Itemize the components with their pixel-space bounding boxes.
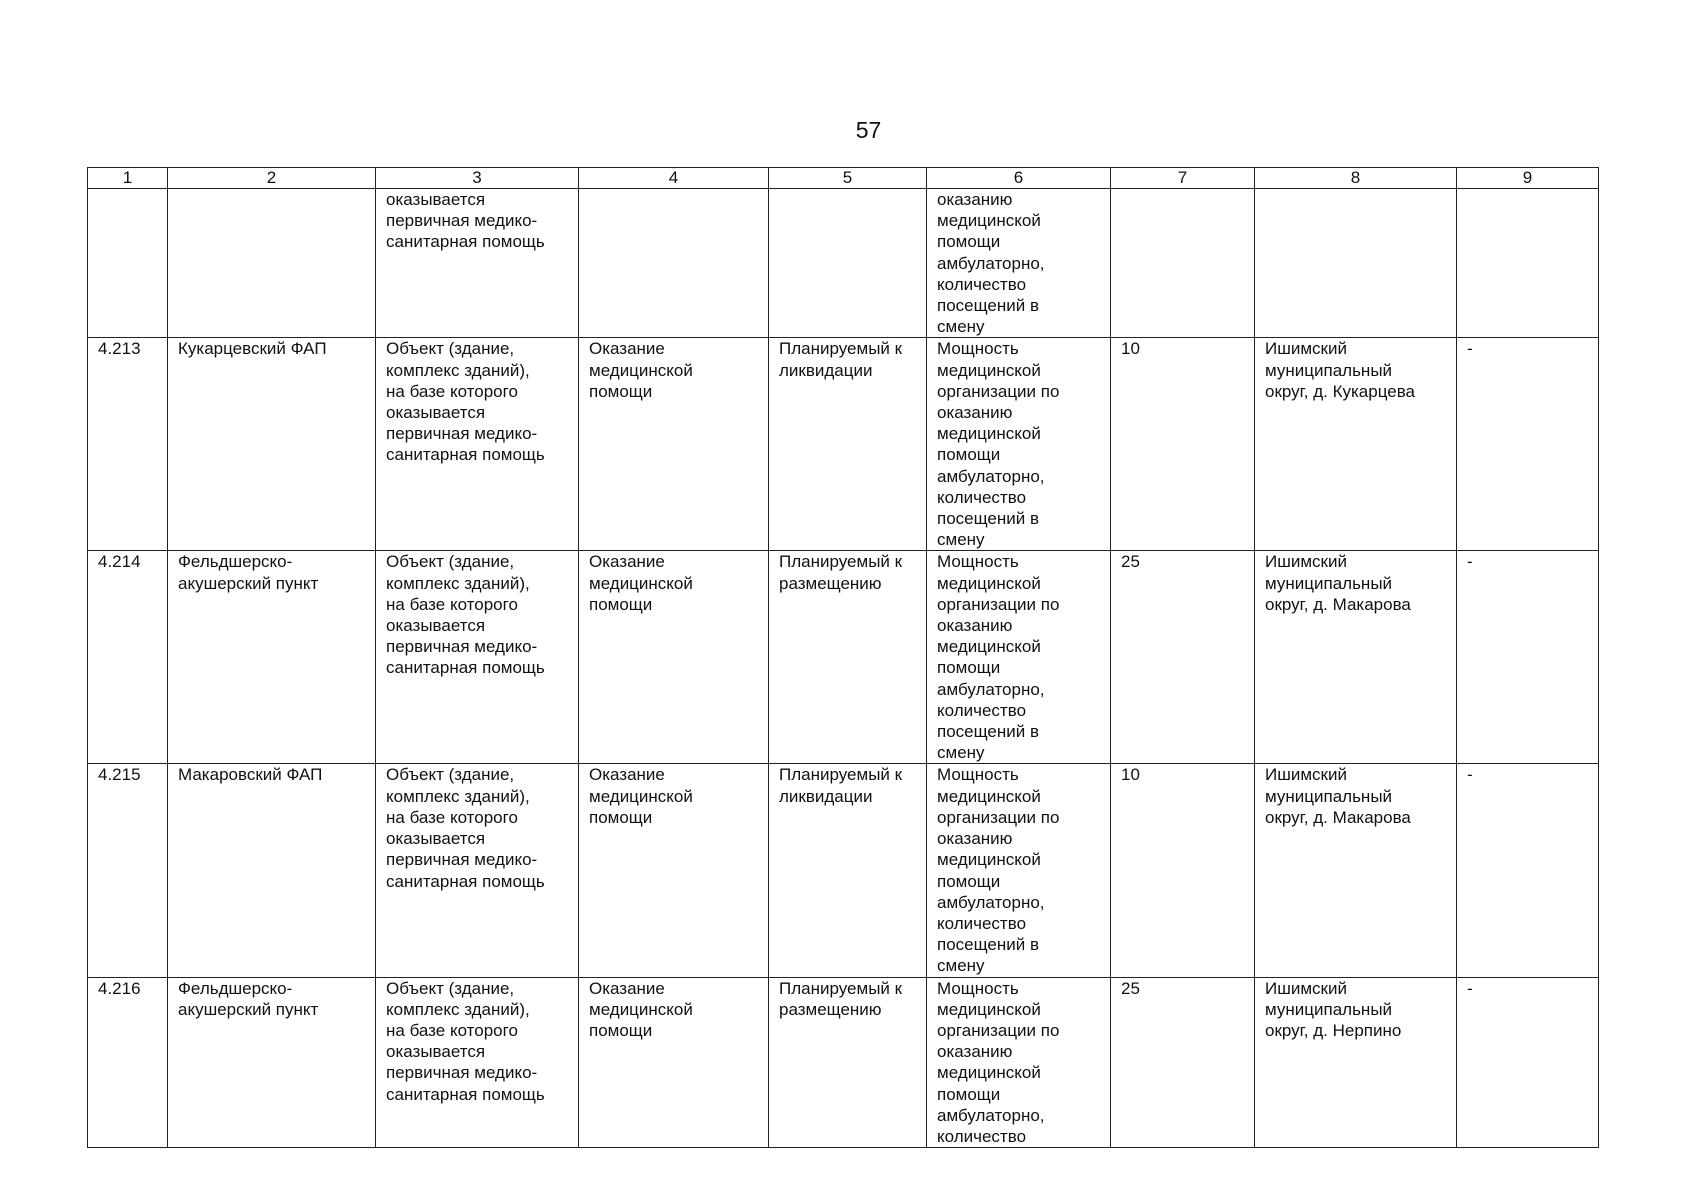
row-number-cell: 4.214 [88, 551, 168, 764]
table-cell: оказывается первичная медико- санитарная помощь [376, 189, 579, 338]
table-cell: Объект (здание, комплекс зданий), на базе которого оказывается первичная медико- санитарная помощь [376, 338, 579, 551]
column-header: 1 [88, 168, 168, 189]
table-cell: Мощность медицинской организации по оказанию медицинской помощи амбулаторно, количество посещений в смену [927, 338, 1111, 551]
column-header: 4 [579, 168, 769, 189]
table-cell [88, 189, 168, 338]
status-cell: Планируемый к размещению [769, 551, 927, 764]
object-name-cell: Кукарцевский ФАП [168, 338, 376, 551]
table-cell: Оказание медицинской помощи [579, 338, 769, 551]
table-cell [168, 189, 376, 338]
status-cell: Планируемый к размещению [769, 977, 927, 1148]
location-cell: Ишимский муниципальный округ, д. Макарова [1255, 764, 1457, 977]
table-cell: - [1457, 338, 1599, 551]
location-cell: Ишимский муниципальный округ, д. Нерпино [1255, 977, 1457, 1148]
table-row [88, 764, 1599, 977]
table-cell [1111, 189, 1255, 338]
objects-table [87, 167, 1599, 1148]
table-cell: Объект (здание, комплекс зданий), на базе которого оказывается первичная медико- санитарная помощь [376, 977, 579, 1148]
location-cell: Ишимский муниципальный округ, д. Макарова [1255, 551, 1457, 764]
table-cell: Мощность медицинской организации по оказанию медицинской помощи амбулаторно, количество посещений в смену [927, 551, 1111, 764]
table-cell: - [1457, 764, 1599, 977]
table-cell [1255, 189, 1457, 338]
object-name-cell: Фельдшерско- акушерский пункт [168, 977, 376, 1148]
table-cell: Мощность медицинской организации по оказанию медицинской помощи амбулаторно, количество посещений в смену [927, 764, 1111, 977]
table-cell: Оказание медицинской помощи [579, 551, 769, 764]
page-number: 57 [855, 117, 882, 143]
table-cell [769, 189, 927, 338]
table-row [88, 977, 1599, 1148]
table-cell [1457, 189, 1599, 338]
capacity-cell: 25 [1111, 551, 1255, 764]
table-row [88, 551, 1599, 764]
status-cell: Планируемый к ликвидации [769, 338, 927, 551]
object-name-cell: Фельдшерско- акушерский пункт [168, 551, 376, 764]
table-cell: Объект (здание, комплекс зданий), на базе которого оказывается первичная медико- санитарная помощь [376, 551, 579, 764]
table-header-row [88, 168, 1599, 189]
table-row-continuation [88, 189, 1599, 338]
column-header: 7 [1111, 168, 1255, 189]
capacity-cell: 10 [1111, 338, 1255, 551]
table-cell [579, 189, 769, 338]
table-cell: - [1457, 551, 1599, 764]
row-number-cell: 4.213 [88, 338, 168, 551]
capacity-cell: 25 [1111, 977, 1255, 1148]
column-header: 9 [1457, 168, 1599, 189]
status-cell: Планируемый к ликвидации [769, 764, 927, 977]
location-cell: Ишимский муниципальный округ, д. Кукарцева [1255, 338, 1457, 551]
column-header: 3 [376, 168, 579, 189]
object-name-cell: Макаровский ФАП [168, 764, 376, 977]
column-header: 8 [1255, 168, 1457, 189]
table-cell: Мощность медицинской организации по оказанию медицинской помощи амбулаторно, количество [927, 977, 1111, 1148]
row-number-cell: 4.215 [88, 764, 168, 977]
capacity-cell: 10 [1111, 764, 1255, 977]
table-cell: Оказание медицинской помощи [579, 977, 769, 1148]
table-cell: Оказание медицинской помощи [579, 764, 769, 977]
table-cell: - [1457, 977, 1599, 1148]
column-header: 2 [168, 168, 376, 189]
column-header: 6 [927, 168, 1111, 189]
table-cell: оказанию медицинской помощи амбулаторно, количество посещений в смену [927, 189, 1111, 338]
table-cell: Объект (здание, комплекс зданий), на базе которого оказывается первичная медико- санитарная помощь [376, 764, 579, 977]
row-number-cell: 4.216 [88, 977, 168, 1148]
column-header: 5 [769, 168, 927, 189]
table-row [88, 338, 1599, 551]
